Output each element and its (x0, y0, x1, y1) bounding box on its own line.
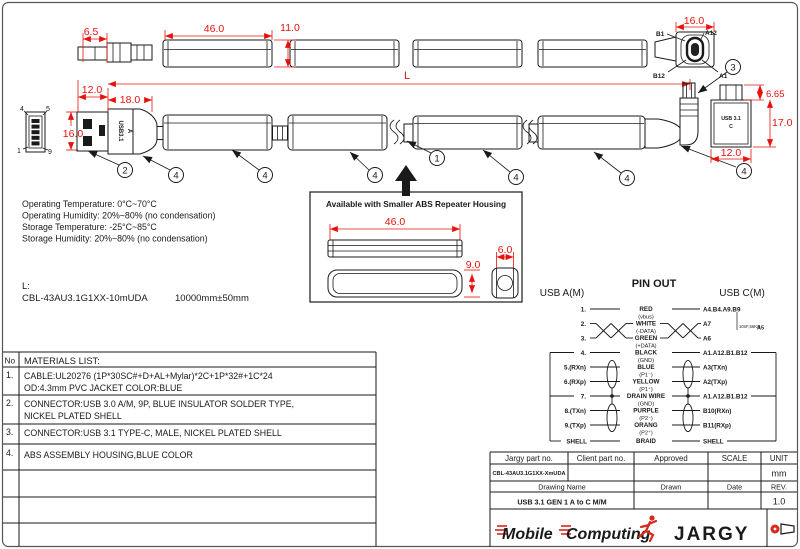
wire-note: (P1⁻) (639, 372, 653, 379)
dim-usbc-plug-height (744, 85, 785, 100)
pin-right: SHELL (703, 438, 724, 446)
dim-label: 6.65 (766, 89, 785, 100)
mobile-computing-logo (495, 515, 656, 543)
dim-rep-height (464, 259, 480, 297)
dim-label: 18.0 (119, 94, 141, 106)
dim-housing-length (165, 23, 272, 40)
row-no: 2. (6, 398, 14, 408)
wire-note: (P1⁺) (639, 386, 653, 393)
dim-label: 9.0 (465, 259, 481, 271)
rev-value: 1.0 (772, 496, 786, 507)
materials-title: MATERIALS LIST: (24, 356, 100, 366)
header-approved: Approved (654, 454, 688, 463)
callout-4f: 4 (741, 166, 747, 178)
pinout-right-header: USB C(M) (719, 288, 765, 299)
pin-left: SHELL (566, 438, 587, 446)
row-text: CONNECTOR:USB 3.0 A/M, 9P, BLUE INSULATOR SOLDER TYPE, (24, 399, 295, 409)
pin-right: A6 (703, 335, 712, 343)
pin-right: A7 (703, 320, 712, 328)
pinout-labels (564, 306, 748, 445)
wire-note: (P2⁺) (639, 430, 653, 437)
pin-right: A3(TXn) (703, 364, 728, 372)
wire-note: (GND) (637, 401, 655, 408)
wire-color: DRAIN WIRE (626, 393, 666, 400)
unit-value: mm (771, 468, 787, 479)
header-scale: SCALE (721, 454, 748, 463)
dim-label: 11.0 (280, 22, 300, 34)
usbc-pin-b1: B1 (656, 31, 665, 38)
drain-junction-dot (610, 394, 614, 398)
wire-color: GREEN (634, 335, 658, 342)
row-text: ABS ASSEMBLY HOUSING,BLUE COLOR (24, 450, 193, 460)
dim-housing-height (274, 22, 300, 67)
row-no: 1. (6, 370, 14, 380)
dim-label: 17.0 (772, 117, 793, 129)
callout-4e: 4 (624, 173, 630, 185)
dim-usba-height (63, 112, 84, 150)
pin-right: A4.B4.A9.B9 (703, 306, 741, 314)
usbc-pin-a12: A12 (705, 30, 717, 37)
row-text: NICKEL PLATED SHELL (24, 411, 122, 421)
wire-color: YELLOW (632, 378, 660, 386)
environment-notes (22, 199, 215, 244)
wire-color: WHITE (635, 320, 657, 328)
cc-pin: A5 (757, 325, 765, 332)
dim-cable-overall-length (108, 70, 690, 90)
pinout-title: PIN OUT (631, 278, 677, 290)
row-no: 4. (6, 448, 14, 458)
callout-1: 1 (434, 153, 440, 165)
length-spec (22, 281, 249, 304)
title-block (490, 452, 797, 547)
row-text: CONNECTOR:USB 3.1 TYPE-C, MALE, NICKEL PLATED SHELL (24, 428, 282, 438)
callout-2: 2 (122, 165, 128, 177)
length-tolerance: 10000mm±50mm (175, 293, 249, 304)
note-line: Operating Humidity: 20%~80% (no condensation) (22, 210, 216, 221)
drawing-name-value: USB 3.1 GEN 1 A to C M/M (517, 497, 607, 507)
pin-left: 6.(RXp) (563, 378, 586, 386)
wire-color: PURPLE (633, 407, 659, 415)
pin-right: A2(TXp) (703, 378, 728, 386)
callout-4a: 4 (173, 170, 179, 182)
pin-left: 1. (580, 306, 586, 314)
dim-label: 12.0 (720, 147, 742, 159)
header-client-part-no: Client part no. (576, 454, 626, 463)
callout-4d: 4 (513, 172, 519, 184)
usba-pin-9: 9 (48, 149, 52, 156)
dim-usba-connector-length (78, 80, 108, 112)
callout-3: 3 (730, 62, 736, 74)
wire-color: BRAID (636, 438, 656, 445)
connector-stamp-icon (771, 524, 795, 534)
wire-color: BLACK (634, 349, 658, 357)
pin-left: 3. (580, 335, 586, 343)
row-no: 3. (6, 427, 14, 437)
callouts (88, 60, 752, 186)
materials-no-header: No (4, 355, 16, 366)
pinout-diagram (540, 278, 776, 445)
usba-pin-5: 5 (46, 106, 50, 113)
dim-label-L: L (404, 70, 411, 82)
dim-label: 16.0 (683, 15, 705, 27)
pinout-left-header: USB A(M) (539, 288, 585, 299)
callout-4c: 4 (372, 170, 378, 182)
pin-right: A1.A12.B1.B12 (703, 349, 748, 357)
usbc-pin-a1: A1 (719, 73, 728, 80)
wire-note: (+DATA) (635, 343, 657, 350)
pin-right: B10(RXn) (703, 407, 732, 415)
materials-rows (6, 370, 294, 460)
materials-table (3, 352, 376, 546)
usb-a-plug-profile-view (78, 43, 152, 62)
usba-mold-text: USB3.1 (117, 120, 123, 142)
callout-4b: 4 (262, 170, 268, 182)
usba-pin-1: 1 (17, 148, 21, 155)
usbc-body-text: USB 3.1 (721, 116, 741, 122)
pin-left: 7. (580, 393, 586, 401)
dim-rep-length (330, 216, 460, 240)
brand-mobile: Mobile (502, 526, 553, 543)
header-drawn: Drawn (660, 482, 682, 492)
usbc-pin-b12: B12 (653, 73, 665, 80)
part-number: CBL-43AU3.1G1XX-10mUDA (22, 293, 148, 304)
dim-rep-width (497, 244, 514, 268)
pointer-up-arrow (395, 165, 417, 196)
dim-label: 12.0 (81, 84, 103, 96)
pin-left: 8.(TXn) (564, 407, 586, 415)
wire-color: RED (639, 306, 653, 313)
repeater-note: Available with Smaller ABS Repeater Housing (325, 199, 507, 209)
repeater-end-view (492, 268, 518, 298)
header-date: Date (726, 482, 743, 492)
pin-left: 2. (580, 320, 586, 328)
dim-label: 6.5 (83, 26, 99, 38)
pin-right: B11(RXp) (703, 422, 731, 430)
pin-left: 5.(RXn) (563, 364, 586, 372)
dim-usbc-body-width (711, 147, 751, 163)
usb-a-connector-side-view (77, 109, 163, 154)
usba-mold-text-2: A (126, 128, 132, 134)
brand-computing: Computing (566, 526, 651, 543)
note-line: Storage Humidity: 20%~80% (no condensation) (22, 233, 208, 244)
row-text: CABLE:UL20276 (1P*30SC#+D+AL+Mylar)*2C+1P*32#+1C*24 (24, 371, 273, 381)
usbc-body-text-2: C (729, 124, 733, 130)
dim-label: 16.0 (62, 128, 84, 140)
wire-note: (GND) (637, 357, 655, 364)
pin-left: 4. (580, 349, 586, 357)
dim-usbc-body-height (753, 100, 793, 147)
wire-color: ORANG (634, 422, 658, 429)
header-unit: UNIT (769, 454, 789, 463)
header-jargy-part-no: Jargy part no. (505, 454, 553, 463)
usb-c-right-angle-connector (645, 83, 698, 148)
wire-note: (-DATA) (636, 328, 656, 335)
header-rev: REV. (770, 482, 788, 492)
housing-side-views (163, 40, 647, 67)
wire-color: BLUE (637, 364, 655, 371)
dim-label: 6.0 (497, 244, 513, 256)
note-line: Storage Temperature: -25°C~85°C (22, 222, 157, 232)
pin-left: 9.(TXp) (564, 422, 586, 430)
brand-jargy: JARGY (674, 524, 750, 545)
dim-label: 46.0 (203, 23, 225, 35)
usb-c-front-view (711, 85, 751, 147)
usb-a-front-view (17, 106, 52, 156)
cc-note: 10nF,56KΩ (739, 324, 761, 329)
length-label: L: (22, 281, 30, 292)
row-text: OD:4.3mm PVC JACKET COLOR:BLUE (24, 383, 183, 393)
header-drawing-name: Drawing Name (538, 482, 586, 492)
repeater-housing-box (310, 192, 522, 302)
pin-right: A1.A12.B1.B12 (703, 393, 748, 401)
jargy-part-number: CBL-43AU3.1G1XX-XmUDA (492, 471, 566, 477)
dim-label: 46.0 (384, 216, 406, 228)
drain-junction-dot (686, 394, 690, 398)
usb-c-plug-face-view (653, 30, 728, 80)
usba-pin-4: 4 (20, 106, 24, 113)
wire-note: (P2⁻) (639, 415, 653, 422)
wire-note: (vbus) (638, 314, 654, 321)
note-line: Operating Temperature: 0°C~70°C (22, 199, 157, 209)
pinout-notes (635, 314, 656, 436)
